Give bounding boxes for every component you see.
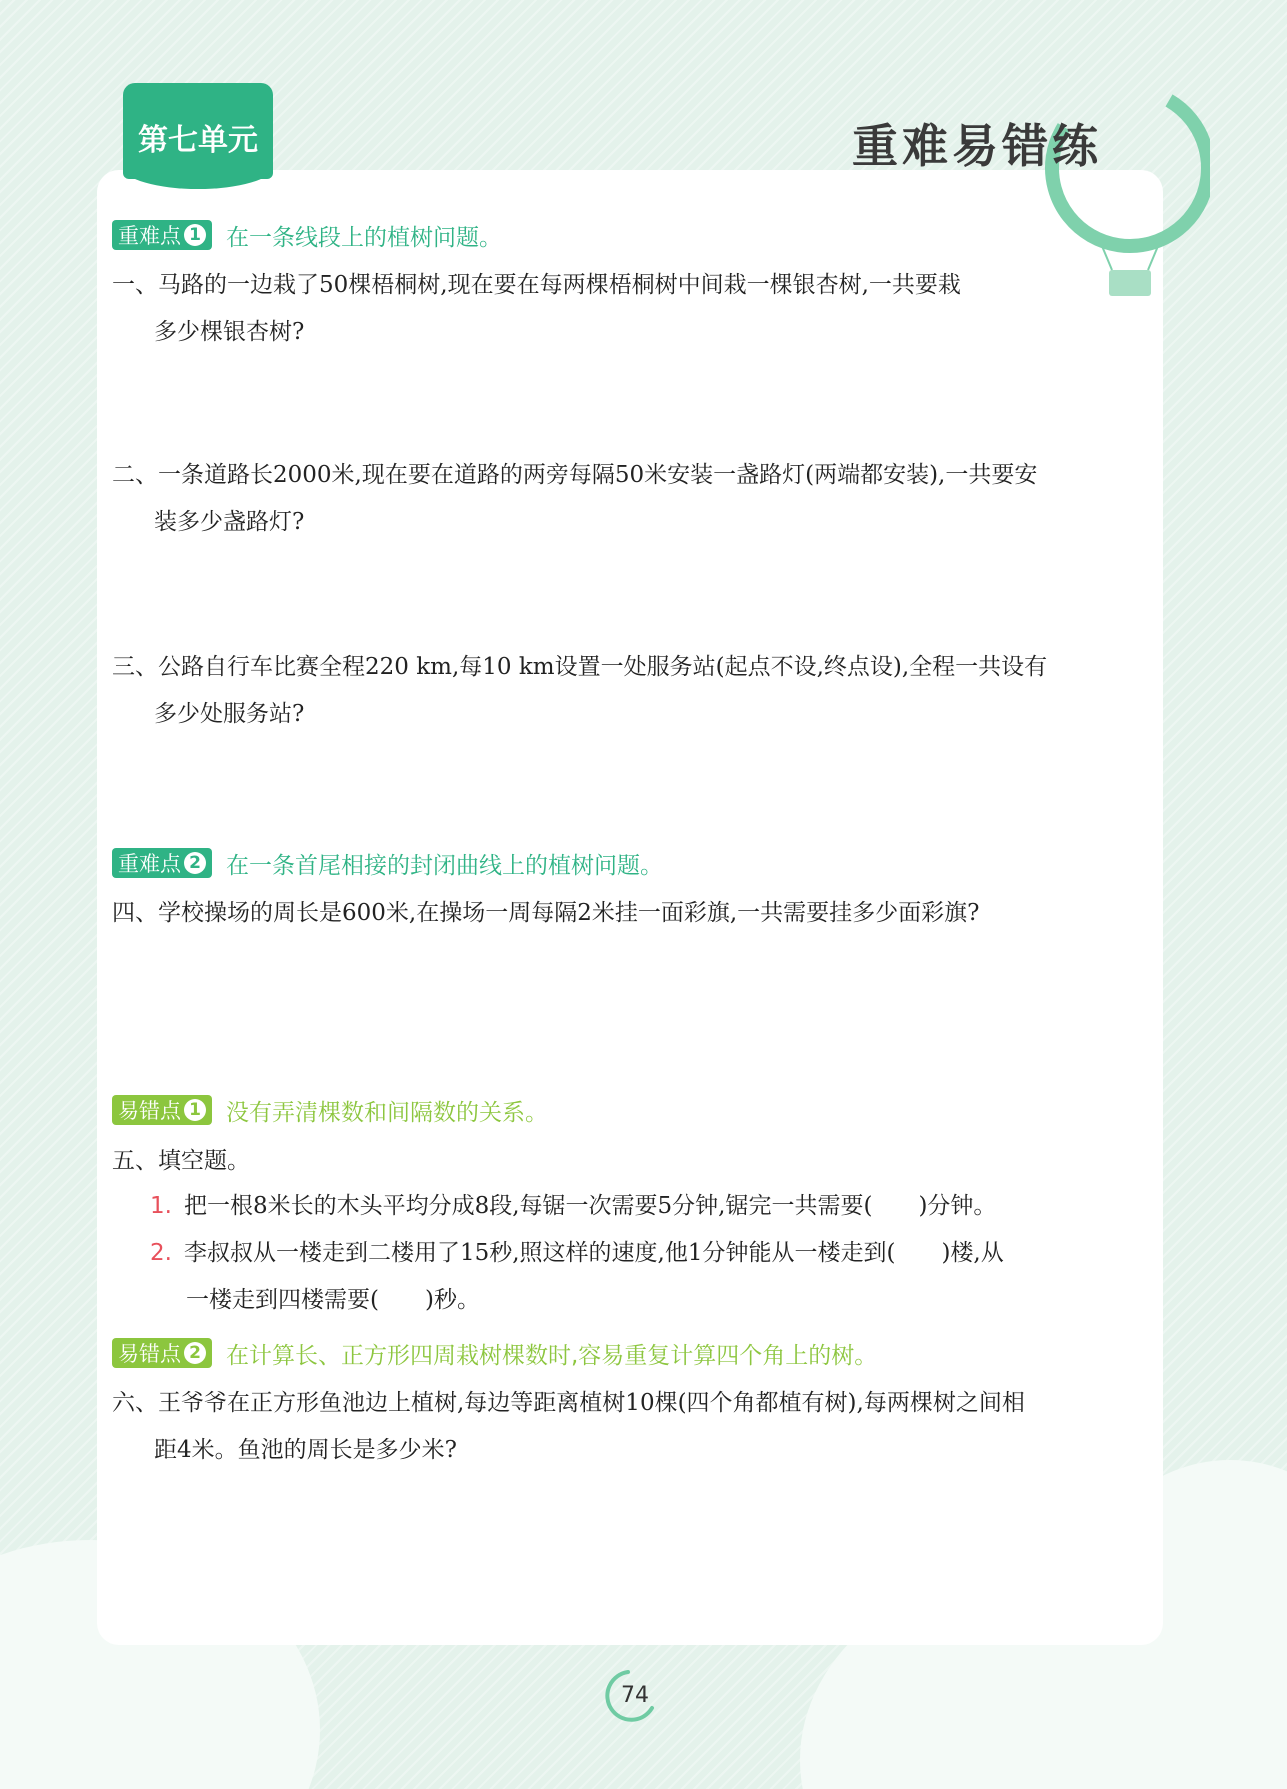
question-2: 二、一条道路长2000米,现在要在道路的两旁每隔50米安装一盏路灯(两端都安装),一共要安 装多少盏路灯? xyxy=(112,462,1038,535)
section-title: 在计算长、正方形四周栽树棵数时,容易重复计算四个角上的树。 xyxy=(226,1342,878,1369)
error-point-badge: 易错点 2 xyxy=(112,1338,212,1368)
section-header-key-1 xyxy=(112,220,502,250)
page-number: 74 xyxy=(621,1683,649,1708)
section-header-error-1 xyxy=(112,1095,548,1125)
question-3: 三、公路自行车比赛全程220 km,每10 km设置一处服务站(起点不设,终点设),全程一共设有 多少处服务站? xyxy=(112,654,1048,727)
question-4: 四、学校操场的周长是600米,在操场一周每隔2米挂一面彩旗,一共需要挂多少面彩旗? xyxy=(112,900,980,926)
question-6: 六、王爷爷在正方形鱼池边上植树,每边等距离植树10棵(四个角都植有树),每两棵树之间相 距4米。鱼池的周长是多少米? xyxy=(112,1390,1025,1463)
section-header-key-2 xyxy=(112,848,663,878)
unit-tab xyxy=(123,83,273,179)
page-title: 重难易错练 xyxy=(852,119,1102,173)
section-title: 在一条首尾相接的封闭曲线上的植树问题。 xyxy=(226,852,663,879)
key-point-badge: 重难点 1 xyxy=(112,220,212,250)
key-point-badge: 重难点 2 xyxy=(112,848,212,878)
error-point-badge: 易错点 1 xyxy=(112,1095,212,1125)
question-1: 一、马路的一边栽了50棵梧桐树,现在要在每两棵梧桐树中间栽一棵银杏树,一共要栽 多少棵银杏树? xyxy=(112,272,961,345)
section-title: 在一条线段上的植树问题。 xyxy=(226,224,502,251)
unit-label: 第七单元 xyxy=(138,123,258,158)
fill-item-2: 2. 李叔叔从一楼走到二楼用了15秒,照这样的速度,他1分钟能从一楼走到( )楼,从 一楼走到四楼需要( )秒。 xyxy=(150,1240,1004,1313)
section-header-error-2 xyxy=(112,1338,877,1368)
fill-item-1: 1. 把一根8米长的木头平均分成8段,每锯一次需要5分钟,锯完一共需要( )分钟。 xyxy=(150,1193,997,1219)
question-5-title: 五、填空题。 xyxy=(112,1148,250,1174)
section-title: 没有弄清棵数和间隔数的关系。 xyxy=(226,1099,548,1126)
